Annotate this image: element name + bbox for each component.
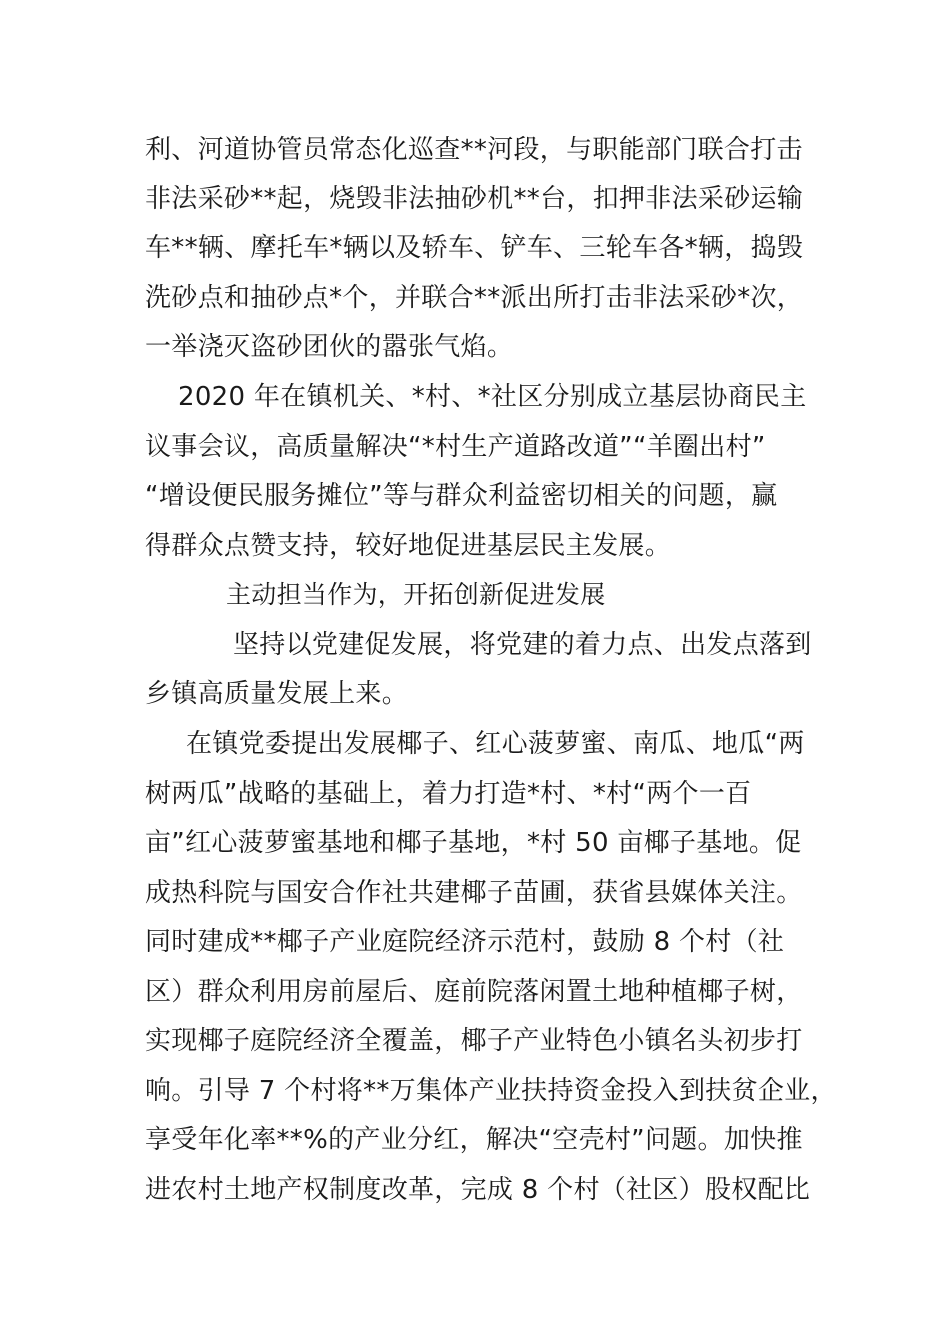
paragraph-2-line-3: “增设便民服务摊位”等与群众利益密切相关的问题，赢: [145, 481, 778, 511]
paragraph-4-line-5: 同时建成**椰子产业庭院经济示范村，鼓励 8 个村（社: [145, 927, 785, 957]
paragraph-4-line-1: 在镇党委提出发展椰子、红心菠萝蜜、南瓜、地瓜“两: [186, 729, 805, 759]
paragraph-4-line-6: 区）群众利用房前屋后、庭前院落闲置土地种植椰子树，: [145, 977, 803, 1007]
paragraph-1-line-3: 车**辆、摩托车*辆以及轿车、铲车、三轮车各*辆，捣毁: [145, 233, 804, 263]
paragraph-1-line-5: 一举浇灭盗砂团伙的嚣张气焰。: [145, 332, 514, 362]
paragraph-4-line-8: 响。引导 7 个村将**万集体产业扶持资金投入到扶贫企业，: [145, 1076, 837, 1106]
paragraph-4-line-9: 享受年化率**%的产业分红，解决“空壳村”问题。加快推: [145, 1125, 803, 1155]
paragraph-1-line-1: 利、河道协管员常态化巡查**河段，与职能部门联合打击: [145, 135, 803, 165]
paragraph-1-line-2: 非法采砂**起，烧毁非法抽砂机**台，扣押非法采砂运输: [145, 184, 804, 214]
paragraph-2-line-1: 2020 年在镇机关、*村、*社区分别成立基层协商民主: [178, 382, 807, 412]
paragraph-2-line-2: 议事会议，高质量解决“*村生产道路改道”“羊圈出村”: [145, 432, 766, 462]
paragraph-4-line-7: 实现椰子庭院经济全覆盖，椰子产业特色小镇名头初步打: [145, 1026, 803, 1056]
paragraph-4-line-10: 进农村土地产权制度改革，完成 8 个村（社区）股权配比: [145, 1175, 811, 1205]
section-heading: 主动担当作为，开拓创新促进发展: [226, 580, 606, 609]
paragraph-3-line-1: 坚持以党建促发展，将党建的着力点、出发点落到: [233, 630, 812, 660]
paragraph-4-line-2: 树两瓜”战略的基础上，着力打造*村、*村“两个一百: [145, 779, 752, 809]
paragraph-2-line-4: 得群众点赞支持，较好地促进基层民主发展。: [145, 531, 672, 561]
paragraph-1-line-4: 洗砂点和抽砂点*个，并联合**派出所打击非法采砂*次，: [145, 283, 804, 313]
paragraph-3-line-2: 乡镇高质量发展上来。: [145, 679, 409, 709]
paragraph-4-line-3: 亩”红心菠萝蜜基地和椰子基地，*村 50 亩椰子基地。促: [145, 828, 802, 858]
paragraph-4-line-4: 成热科院与国安合作社共建椰子苗圃，获省县媒体关注。: [145, 878, 803, 908]
